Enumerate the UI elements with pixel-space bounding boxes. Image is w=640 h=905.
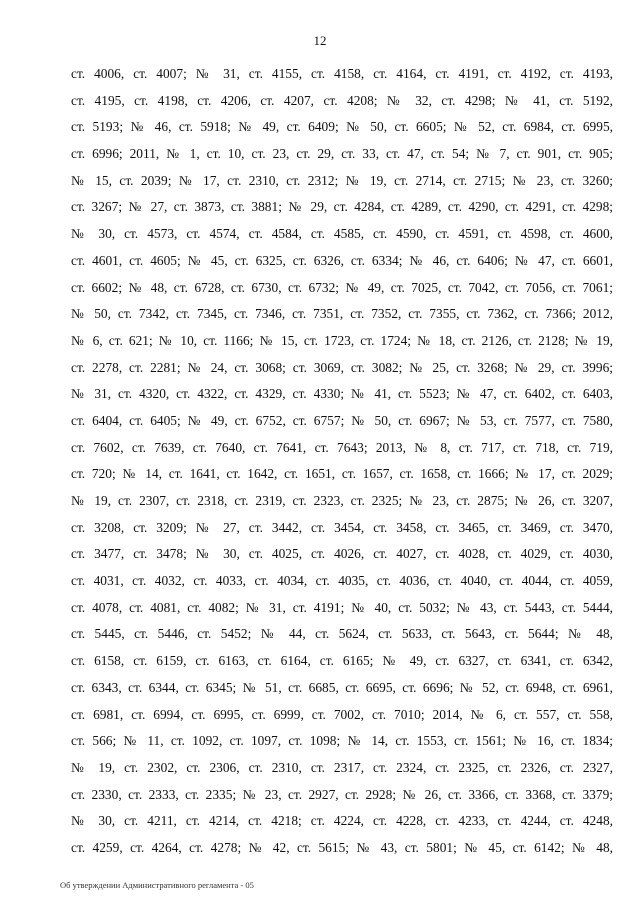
text-line: № 30, ст. 4573, ст. 4574, ст. 4584, ст. 4585, ст. 4590, ст. 4591, ст. 4598, ст. 4600, bbox=[71, 226, 613, 242]
text-line: ст. 6158, ст. 6159, ст. 6163, ст. 6164, ст. 6165; № 49, ст. 6327, ст. 6341, ст. 6342, bbox=[71, 653, 613, 669]
text-line: ст. 6602; № 48, ст. 6728, ст. 6730, ст. 6732; № 49, ст. 7025, ст. 7042, ст. 7056, ст. 7061; bbox=[71, 279, 613, 295]
text-line: ст. 7602, ст. 7639, ст. 7640, ст. 7641, ст. 7643; 2013, № 8, ст. 717, ст. 718, ст. 719, bbox=[71, 439, 613, 455]
page-number: 12 bbox=[313, 33, 327, 48]
text-line: № 15, ст. 2039; № 17, ст. 2310, ст. 2312; № 19, ст. 2714, ст. 2715; № 23, ст. 3260; bbox=[71, 172, 613, 188]
text-line: ст. 4006, ст. 4007; № 31, ст. 4155, ст. 4158, ст. 4164, ст. 4191, ст. 4192, ст. 4193, bbox=[71, 66, 613, 81]
body-text bbox=[71, 61, 613, 862]
text-line: ст. 4259, ст. 4264, ст. 4278; № 42, ст. 5615; № 43, ст. 5801; № 45, ст. 6142; № 48, bbox=[71, 839, 613, 855]
text-line: № 6, ст. 621; № 10, ст. 1166; № 15, ст. 1723, ст. 1724; № 18, ст. 2126, ст. 2128; № 19, bbox=[71, 332, 613, 348]
text-line: ст. 6343, ст. 6344, ст. 6345; № 51, ст. 6685, ст. 6695, ст. 6696; № 52, ст. 6948, ст. 6961, bbox=[71, 679, 613, 695]
document-footer: Об утверждении Административного регламента - 05 bbox=[60, 880, 254, 890]
text-line: ст. 2330, ст. 2333, ст. 2335; № 23, ст. 2927, ст. 2928; № 26, ст. 3366, ст. 3368, ст. 3379; bbox=[71, 786, 613, 802]
text-line: ст. 3267; № 27, ст. 3873, ст. 3881; № 29, ст. 4284, ст. 4289, ст. 4290, ст. 4291, ст. 4298; bbox=[71, 199, 613, 215]
text-line: № 31, ст. 4320, ст. 4322, ст. 4329, ст. 4330; № 41, ст. 5523; № 47, ст. 6402, ст. 6403, bbox=[71, 386, 613, 402]
text-line: ст. 4078, ст. 4081, ст. 4082; № 31, ст. 4191; № 40, ст. 5032; № 43, ст. 5443, ст. 5444, bbox=[71, 599, 613, 615]
text-line: ст. 4195, ст. 4198, ст. 4206, ст. 4207, ст. 4208; № 32, ст. 4298; № 41, ст. 5192, bbox=[71, 92, 613, 108]
text-line: № 50, ст. 7342, ст. 7345, ст. 7346, ст. 7351, ст. 7352, ст. 7355, ст. 7362, ст. 7366; 2012, bbox=[71, 306, 613, 322]
text-line: ст. 6981, ст. 6994, ст. 6995, ст. 6999, ст. 7002, ст. 7010; 2014, № 6, ст. 557, ст. 558, bbox=[71, 706, 613, 722]
text-line: № 19, ст. 2307, ст. 2318, ст. 2319, ст. 2323, ст. 2325; № 23, ст. 2875; № 26, ст. 3207, bbox=[71, 493, 613, 508]
text-line: ст. 6404, ст. 6405; № 49, ст. 6752, ст. 6757; № 50, ст. 6967; № 53, ст. 7577, ст. 7580, bbox=[71, 412, 613, 428]
text-line: ст. 5445, ст. 5446, ст. 5452; № 44, ст. 5624, ст. 5633, ст. 5643, ст. 5644; № 48, bbox=[71, 626, 613, 642]
text-line: ст. 3208, ст. 3209; № 27, ст. 3442, ст. 3454, ст. 3458, ст. 3465, ст. 3469, ст. 3470, bbox=[71, 519, 613, 535]
text-line: ст. 566; № 11, ст. 1092, ст. 1097, ст. 1098; № 14, ст. 1553, ст. 1561; № 16, ст. 1834; bbox=[71, 733, 613, 749]
text-line: ст. 2278, ст. 2281; № 24, ст. 3068; ст. 3069, ст. 3082; № 25, ст. 3268; № 29, ст. 3996; bbox=[71, 359, 613, 375]
text-line: № 19, ст. 2302, ст. 2306, ст. 2310, ст. 2317, ст. 2324, ст. 2325, ст. 2326, ст. 2327, bbox=[71, 759, 613, 775]
text-line: ст. 4031, ст. 4032, ст. 4033, ст. 4034, ст. 4035, ст. 4036, ст. 4040, ст. 4044, ст. 4059, bbox=[71, 573, 613, 589]
text-line: ст. 6996; 2011, № 1, ст. 10, ст. 23, ст. 29, ст. 33, ст. 47, ст. 54; № 7, ст. 901, ст. 905; bbox=[71, 146, 613, 162]
text-line: ст. 4601, ст. 4605; № 45, ст. 6325, ст. 6326, ст. 6334; № 46, ст. 6406; № 47, ст. 6601, bbox=[71, 252, 613, 268]
text-line: ст. 720; № 14, ст. 1641, ст. 1642, ст. 1651, ст. 1657, ст. 1658, ст. 1666; № 17, ст. 2029; bbox=[71, 466, 613, 482]
text-line: № 30, ст. 4211, ст. 4214, ст. 4218; ст. 4224, ст. 4228, ст. 4233, ст. 4244, ст. 4248, bbox=[71, 813, 613, 829]
text-line: ст. 5193; № 46, ст. 5918; № 49, ст. 6409; № 50, ст. 6605; № 52, ст. 6984, ст. 6995, bbox=[71, 119, 613, 135]
text-line: ст. 3477, ст. 3478; № 30, ст. 4025, ст. 4026, ст. 4027, ст. 4028, ст. 4029, ст. 4030, bbox=[71, 546, 613, 562]
